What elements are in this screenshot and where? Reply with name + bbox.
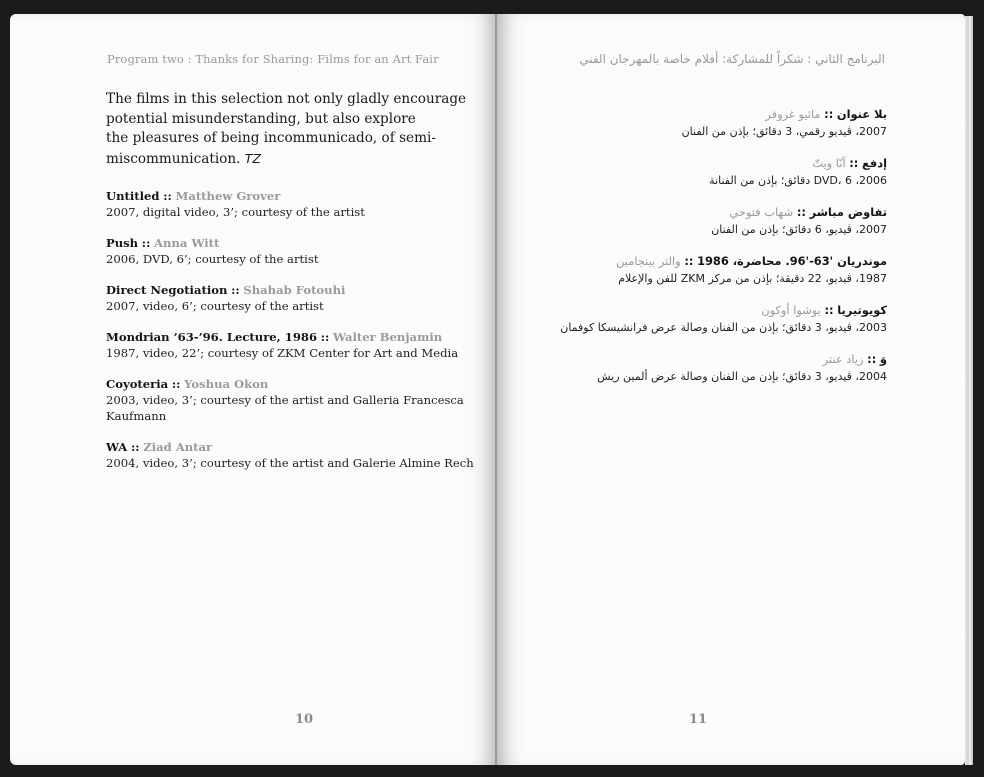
film-title: Mondrian ’63-’96. Lecture, 1986: [106, 330, 318, 344]
separator: ::: [796, 205, 806, 219]
film-title: Direct Negotiation: [106, 283, 228, 297]
film-title: موندريان '63-'96. محاضرة، 1986: [697, 254, 887, 268]
separator: ::: [824, 303, 834, 317]
film-artist: شهاب فتوحي: [729, 205, 794, 219]
film-meta: 2003, video, 3’; courtesy of the artist and Galleria Francesca Kaufmann: [106, 393, 464, 423]
film-title: كويوتيريا: [837, 303, 887, 317]
film-meta: 2007، ڤيديو، 6 دقائق؛ بإذن من الفنان: [711, 223, 887, 236]
film-entry: [527, 106, 887, 140]
film-meta: 2007، ڤيديو رقمي، 3 دقائق؛ بإذن من الفنان: [681, 125, 887, 138]
intro-paragraph: [106, 90, 476, 169]
film-title: بلا عنوان: [836, 107, 887, 121]
film-meta: 1987، ڤيديو، 22 دقيقة؛ بإذن من مركز ZKM للفن والإعلام: [618, 272, 887, 285]
film-meta: 1987, video, 22’; courtesy of ZKM Center for Art and Media: [106, 346, 459, 360]
film-artist: زياد عنتر: [822, 352, 864, 366]
film-artist: يوشوا أوكون: [761, 303, 821, 317]
intro-line: The films in this selection not only gladly encourage: [106, 91, 467, 107]
running-head: البرنامج الثاني : شكراً للمشاركة: أفلام خاصة بالمهرجان الفني: [579, 52, 885, 66]
film-title: إدفع: [862, 156, 887, 170]
film-artist: والتر بينجامين: [616, 254, 681, 268]
film-entry: [106, 282, 491, 314]
running-head: Program two : Thanks for Sharing: Films for an Art Fair: [107, 52, 439, 66]
film-artist: Anna Witt: [154, 236, 220, 250]
film-artist: ماثيو غروفر: [765, 107, 821, 121]
film-entry: [106, 188, 491, 220]
film-entry: [527, 253, 887, 287]
intro-line: potential misunderstanding, but also explore: [106, 110, 416, 127]
film-artist: Shahab Fotouhi: [243, 283, 346, 297]
separator: ::: [141, 236, 151, 250]
film-meta: 2004، ڤيديو، 3 دقائق؛ بإذن من الفنان وصالة عرض ألمين ريش: [597, 370, 887, 383]
film-entry: [527, 302, 887, 336]
film-title: Push: [106, 236, 139, 250]
separator: ::: [849, 156, 859, 170]
film-list: [527, 106, 887, 400]
separator: ::: [130, 440, 140, 454]
film-title: Untitled: [106, 189, 160, 203]
film-meta: 2004, video, 3’; courtesy of the artist and Galerie Almine Rech: [106, 456, 474, 470]
film-artist: Walter Benjamin: [332, 330, 443, 344]
film-entry: [106, 329, 491, 361]
film-artist: Ziad Antar: [143, 440, 213, 454]
film-meta: 2007, digital video, 3’; courtesy of the artist: [106, 205, 365, 219]
intro-signature: TZ: [244, 150, 261, 166]
film-meta: 2007, video, 6’; courtesy of the artist: [106, 299, 324, 313]
intro-line: the pleasures of being incommunicado, of semi-: [106, 130, 436, 146]
left-page: [10, 14, 496, 765]
separator: ::: [320, 330, 330, 344]
film-artist: Yoshua Okon: [184, 377, 269, 391]
film-meta: 2006, DVD, 6’; courtesy of the artist: [106, 252, 319, 266]
separator: ::: [824, 107, 834, 121]
separator: ::: [867, 352, 877, 366]
separator: ::: [231, 283, 240, 297]
page-number: 10: [295, 712, 314, 727]
page-number: 11: [689, 712, 708, 727]
film-entry: [106, 235, 491, 267]
film-title: تفاوض مباشر: [809, 205, 887, 219]
film-meta: 2003، ڤيديو، 3 دقائق؛ بإذن من الفنان وصالة عرض فرانشيسكا كوفمان: [560, 321, 887, 334]
film-entry: [527, 204, 887, 238]
film-list: [106, 188, 491, 486]
film-entry: [527, 155, 887, 189]
film-title: Coyoteria: [106, 377, 169, 391]
film-artist: Matthew Grover: [175, 189, 281, 203]
intro-line: miscommunication.: [106, 150, 241, 167]
film-artist: آنّا ويتّ: [812, 156, 846, 170]
film-title: WA: [106, 440, 128, 454]
film-entry: [106, 439, 491, 471]
film-meta: 2006، DVD، 6 دقائق؛ بإذن من الفنانة: [709, 174, 887, 187]
film-entry: [527, 351, 887, 385]
page-edge: [965, 16, 973, 765]
separator: ::: [171, 377, 181, 391]
film-entry: [106, 376, 491, 424]
separator: ::: [163, 189, 172, 203]
right-page: [497, 14, 965, 765]
separator: ::: [684, 254, 694, 268]
film-title: وَ: [879, 352, 887, 366]
